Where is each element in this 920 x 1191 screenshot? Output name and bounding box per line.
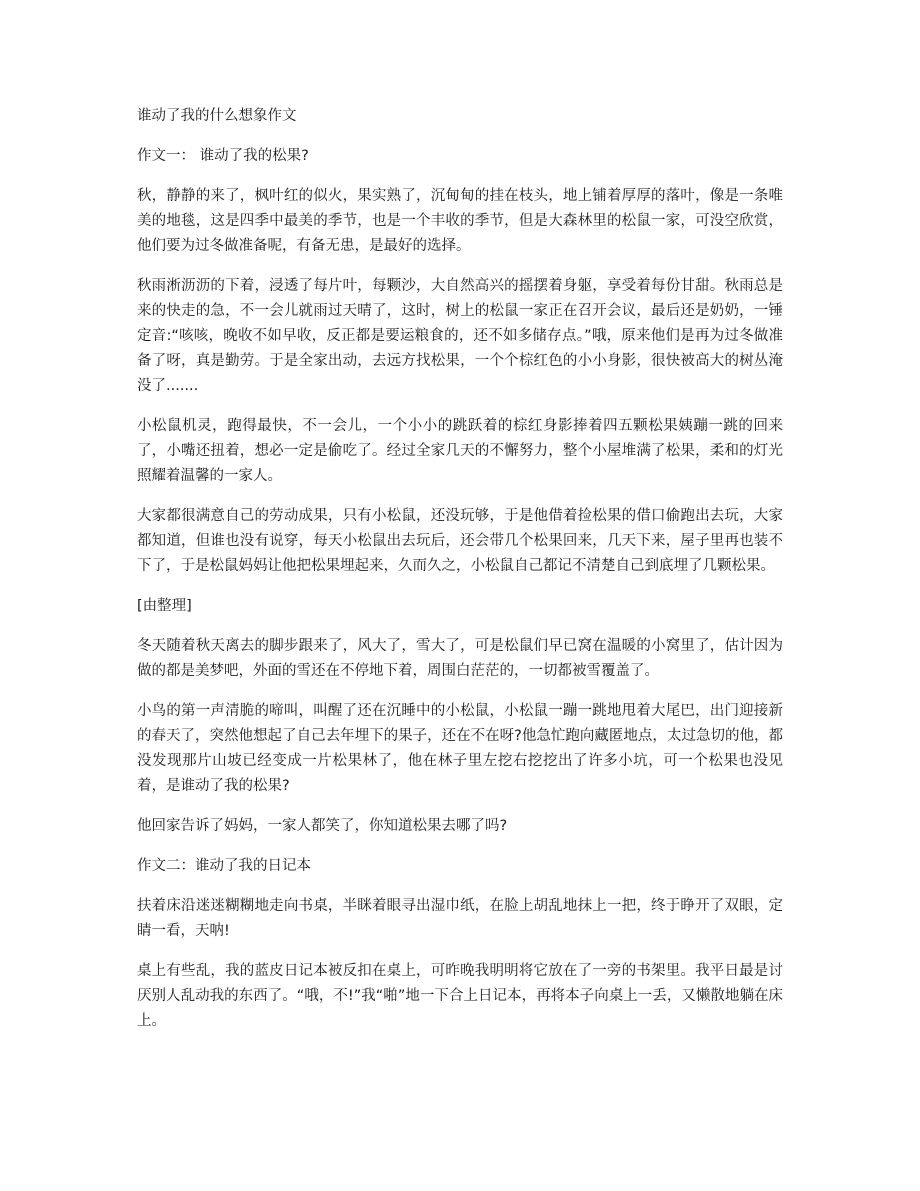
paragraph: 扶着床沿迷迷糊糊地走向书桌，半眯着眼寻出湿巾纸，在脸上胡乱地抹上一把，终于睁开了双眼，定睛一看，天呐! (137, 898, 783, 939)
paragraph: 小鸟的第一声清脆的啼叫，叫醒了还在沉睡中的小松鼠，小松鼠一蹦一跳地甩着大尾巴，出门迎接新的春天了，突然他想起了自己去年埋下的果子，还在不在呀?他急忙跑向藏匿地点，太过急切的他，都没发现那片山坡已经变成一片松果林了，他在林子里左挖右挖挖出了许多小坑，可一个松果也没见着，是谁动了我的松果? (137, 703, 783, 794)
section-heading-essay-2: 作文二：谁动了我的日记本 (137, 858, 311, 874)
paragraph: 桌上有些乱，我的蓝皮日记本被反扣在桌上，可昨晚我明明将它放在了一旁的书架里。我平日最是讨厌别人乱动我的东西了。“哦，不!”我“啪”地一下合上日记本，再将本子向桌上一丢，又懒散地躺在床上。 (137, 963, 783, 1029)
paragraph: 大家都很满意自己的劳动成果，只有小松鼠，还没玩够，于是他借着捡松果的借口偷跑出去玩，大家都知道，但谁也没有说穿，每天小松鼠出去玩后，还会带几个松果回来，几天下来，屋子里再也装不下了，于是松鼠妈妈让他把松果埋起来，久而久之，小松鼠自己都记不清楚自己到底埋了几颗松果。 (137, 508, 783, 574)
paragraph: 他回家告诉了妈妈，一家人都笑了，你知道松果去哪了吗? (137, 818, 508, 834)
document-title: 谁动了我的什么想象作文 (137, 108, 297, 124)
section-heading-essay-1: 作文一： 谁动了我的松果? (137, 148, 309, 164)
document-page (137, 104, 783, 1049)
paragraph: 冬天随着秋天离去的脚步跟来了，风大了，雪大了，可是松鼠们早已窝在温暖的小窝里了，估计因为做的都是美梦吧，外面的雪还在不停地下着，周围白茫茫的，一切都被雪覆盖了。 (137, 638, 783, 679)
paragraph: 秋雨淅沥沥的下着，浸透了每片叶，每颗沙，大自然高兴的摇摆着身躯，享受着每份甘甜。秋雨总是来的快走的急，不一会儿就雨过天晴了，这时，树上的松鼠一家正在召开会议，最后还是奶奶，一锤定音:“咳咳，晚收不如早收，反正都是要运粮食的，还不如多储存点。”哦，原来他们是再为过冬做准备了呀，真是勤劳。于是全家出动，去远方找松果，一个个棕红色的小小身影，很快被高大的树丛淹没了....... (137, 278, 783, 394)
paragraph: 秋，静静的来了，枫叶红的似火，果实熟了，沉甸甸的挂在枝头，地上铺着厚厚的落叶，像是一条唯美的地毯，这是四季中最美的季节，也是一个丰收的季节，但是大森林里的松鼠一家，可没空欣赏，他们要为过冬做准备呢，有备无患，是最好的选择。 (137, 188, 783, 254)
paragraph: 小松鼠机灵，跑得最快，不一会儿，一个小小的跳跃着的棕红身影捧着四五颗松果姨蹦一跳的回来了，小嘴还扭着，想必一定是偷吃了。经过全家几天的不懈努力，整个小屋堆满了松果，柔和的灯光照耀着温馨的一家人。 (137, 418, 783, 484)
source-note: [由整理] (137, 598, 192, 614)
